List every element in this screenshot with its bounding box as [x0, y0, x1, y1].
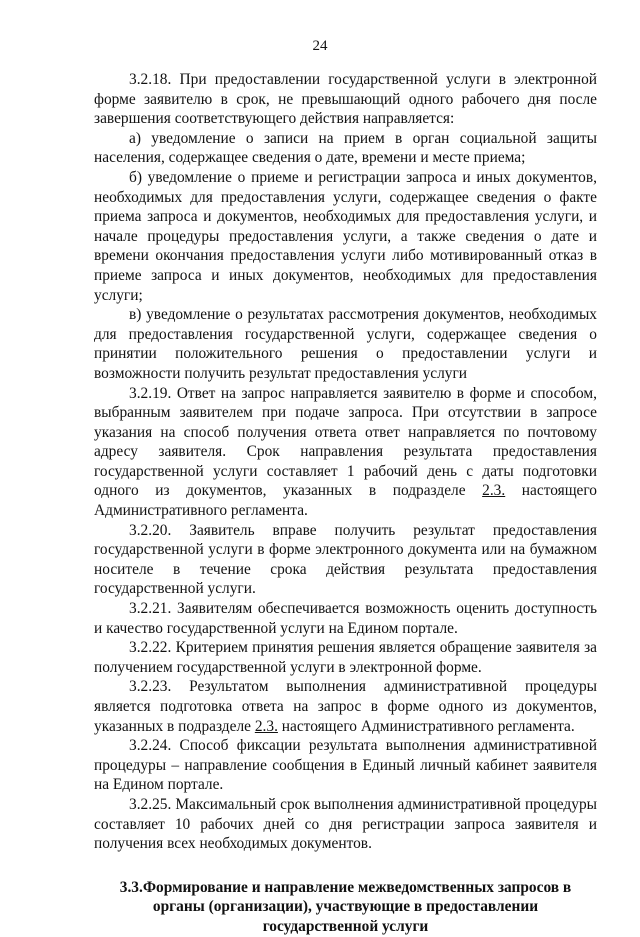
- paragraph-3-2-24: 3.2.24. Способ фиксации результата выполнения административной процедуры – направление сообщения в Единый личный кабинет заявителя на Едином портале.: [94, 737, 597, 794]
- paragraph-3-2-20: 3.2.20. Заявитель вправе получить результат предоставления государственной услуги в форме электронного документа или на бумажном носителе в течение срока действия результата предоставления государственной услуги.: [94, 521, 597, 598]
- paragraph-3-2-18: 3.2.18. При предоставлении государственной услуги в электронной форме заявителю в срок, не превышающий одного рабочего дня после завершения соответствующего действия направляется:: [94, 71, 597, 128]
- list-item-v: в) уведомление о результатах рассмотрения документов, необходимых для предоставления государственной услуги, содержащее сведения о принятии положительного решения о предоставлении услуги и возможности получить результат предоставления услуги: [94, 306, 597, 382]
- list-item-b: б) уведомление о приеме и регистрации запроса и иных документов, необходимых для предоставления услуги, содержащее сведения о факте приема запроса и документов, необходимых для предоставления услуги, и начале процедуры предоставления услуги, а также сведения о дате и времени окончания предоставления услуги либо мотивированный отказ в приеме запроса и иных документов, необходимых для предоставления услуги;: [94, 168, 597, 304]
- page-number: 24: [312, 38, 328, 54]
- paragraph-3-2-19: [94, 384, 597, 521]
- paragraph-3-2-23-tail: настоящего Административного регламента.: [277, 717, 575, 735]
- paragraph-3-2-19-tail: настоящего Административного регламента.: [94, 482, 598, 520]
- paragraph-3-2-25: 3.2.25. Максимальный срок выполнения административной процедуры составляет 10 рабочих дней со дня регистрации запроса заявителя и получения всех необходимых документов.: [94, 795, 597, 853]
- section-reference-link: 2.3.: [254, 717, 278, 735]
- paragraph-3-2-23-text: 3.2.23. Результатом выполнения административной процедуры является подготовка ответа на запрос в форме одного из документов, указанных в подразделе: [94, 678, 597, 735]
- paragraph-3-2-23: [94, 677, 597, 736]
- paragraph-3-2-21: 3.2.21. Заявителям обеспечивается возможность оценить доступность и качество государственной услуги на Едином портале.: [94, 600, 597, 637]
- paragraph-3-2-19-text: 3.2.19. Ответ на запрос направляется заявителю в форме и способом, выбранным заявителем при подаче запроса. При отсутствии в запросе указания на способ получения ответа ответ направляется по почтовому адресу заявителя. Срок направления результата предоставления государственной услуги составляет 1 рабочий день с даты подготовки одного из документов, указанных в подразделе: [94, 384, 597, 500]
- document-body: [94, 70, 597, 937]
- paragraph-3-2-22: 3.2.22. Критерием принятия решения является обращение заявителя за получением государственной услуги в электронной форме.: [94, 639, 597, 676]
- list-item-a: а) уведомление о записи на прием в орган социальной защиты населения, содержащее сведения о дате, времени и месте приема;: [94, 129, 597, 167]
- section-reference-link: 2.3.: [482, 482, 506, 500]
- section-heading-3-3: 3.3.Формирование и направление межведомственных запросов в органы (организации), участвующие в предоставлении государственной услуги: [119, 878, 572, 935]
